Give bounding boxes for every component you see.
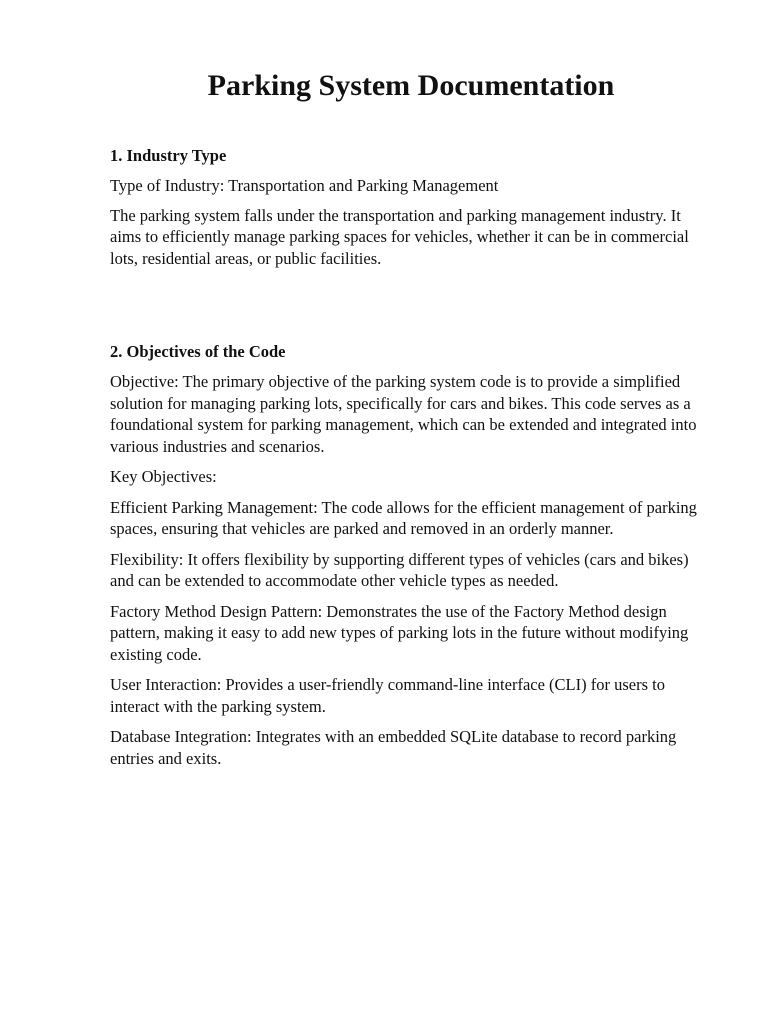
section-industry-type	[110, 145, 710, 269]
industry-type-line: Type of Industry: Transportation and Parking Management	[110, 176, 499, 195]
page-title: Parking System Documentation	[207, 69, 615, 102]
objective-paragraph: Objective: The primary objective of the parking system code is to provide a simplified solution for managing parking lots, specifically for cars and bikes. This code serves as a foundational system for parking management, which can be extended and integrated into various industries and scenarios.	[110, 372, 697, 456]
objective-item: Efficient Parking Management: The code allows for the efficient management of parking spaces, ensuring that vehicles are parked and removed in an orderly manner.	[110, 497, 697, 538]
objective-item: User Interaction: Provides a user-friendly command-line interface (CLI) for users to interact with the parking system.	[110, 675, 665, 716]
objective-item: Database Integration: Integrates with an embedded SQLite database to record parking entries and exits.	[110, 727, 677, 768]
section-heading: 1. Industry Type	[110, 146, 227, 165]
section-objectives	[110, 341, 710, 769]
objective-item: Flexibility: It offers flexibility by supporting different types of vehicles (cars and bikes) and can be extended to accommodate other vehicle types as needed.	[110, 549, 689, 590]
key-objectives-label: Key Objectives:	[110, 467, 217, 486]
section-heading: 2. Objectives of the Code	[110, 342, 286, 361]
industry-description: The parking system falls under the transportation and parking management industry. It aims to efficiently manage parking spaces for vehicles, whether it can be in commercial lots, residential areas, or public facilities.	[110, 205, 689, 268]
document-body	[110, 145, 710, 769]
objective-item: Factory Method Design Pattern: Demonstrates the use of the Factory Method design pattern, making it easy to add new types of parking lots in the future without modifying existing code.	[110, 601, 689, 664]
